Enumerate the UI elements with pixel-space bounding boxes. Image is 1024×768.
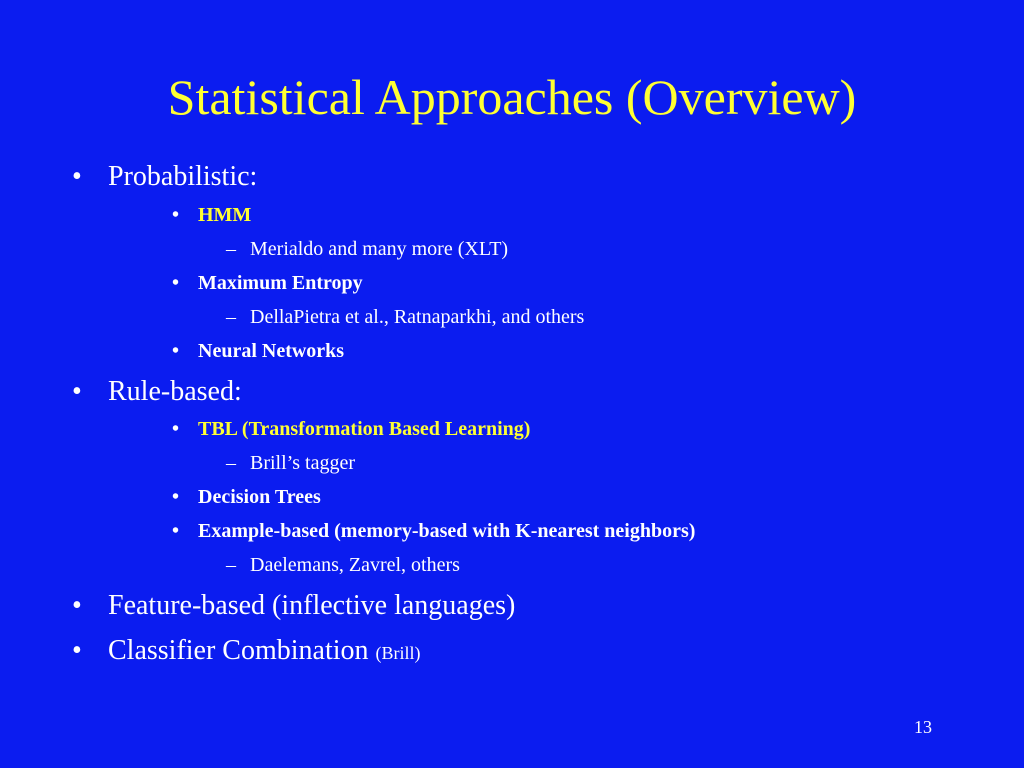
subbullet-text: Decision Trees: [198, 486, 321, 508]
page-number: 13: [914, 717, 932, 737]
bullet-text: [108, 634, 421, 670]
bullet-icon: •: [172, 204, 180, 226]
bullet-icon: •: [172, 418, 180, 440]
dash-icon: –: [226, 306, 236, 328]
detail-text: Daelemans, Zavrel, others: [250, 554, 460, 576]
subbullet-text: HMM: [198, 204, 252, 226]
dash-icon: –: [226, 452, 236, 474]
subbullet-text: Maximum Entropy: [198, 272, 363, 294]
classifier-label: Classifier Combination: [108, 635, 369, 666]
dash-icon: –: [226, 554, 236, 576]
bullet-icon: •: [172, 520, 180, 542]
slide-title: Statistical Approaches (Overview): [167, 69, 857, 125]
detail-text: Brill’s tagger: [250, 452, 355, 474]
bullet-icon: •: [172, 272, 180, 294]
bullet-icon: •: [72, 161, 82, 192]
classifier-note: (Brill): [375, 643, 421, 663]
bullet-icon: •: [72, 376, 82, 407]
bullet-icon: •: [172, 486, 180, 508]
detail-text: Merialdo and many more (XLT): [250, 238, 509, 260]
bullet-icon: •: [72, 590, 82, 621]
bullet-icon: •: [72, 635, 82, 666]
dash-icon: –: [226, 238, 236, 260]
subbullet-text: TBL (Transformation Based Learning): [198, 418, 531, 440]
detail-text: DellaPietra et al., Ratnaparkhi, and others: [250, 306, 585, 328]
subbullet-text: Example-based (memory-based with K-nearest neighbors): [198, 520, 696, 542]
bullet-text: Probabilistic:: [108, 161, 258, 192]
bullet-text: Rule-based:: [108, 376, 242, 407]
bullet-text: Feature-based (inflective languages): [108, 590, 516, 621]
subbullet-text: Neural Networks: [198, 340, 345, 362]
bullet-icon: •: [172, 340, 180, 362]
